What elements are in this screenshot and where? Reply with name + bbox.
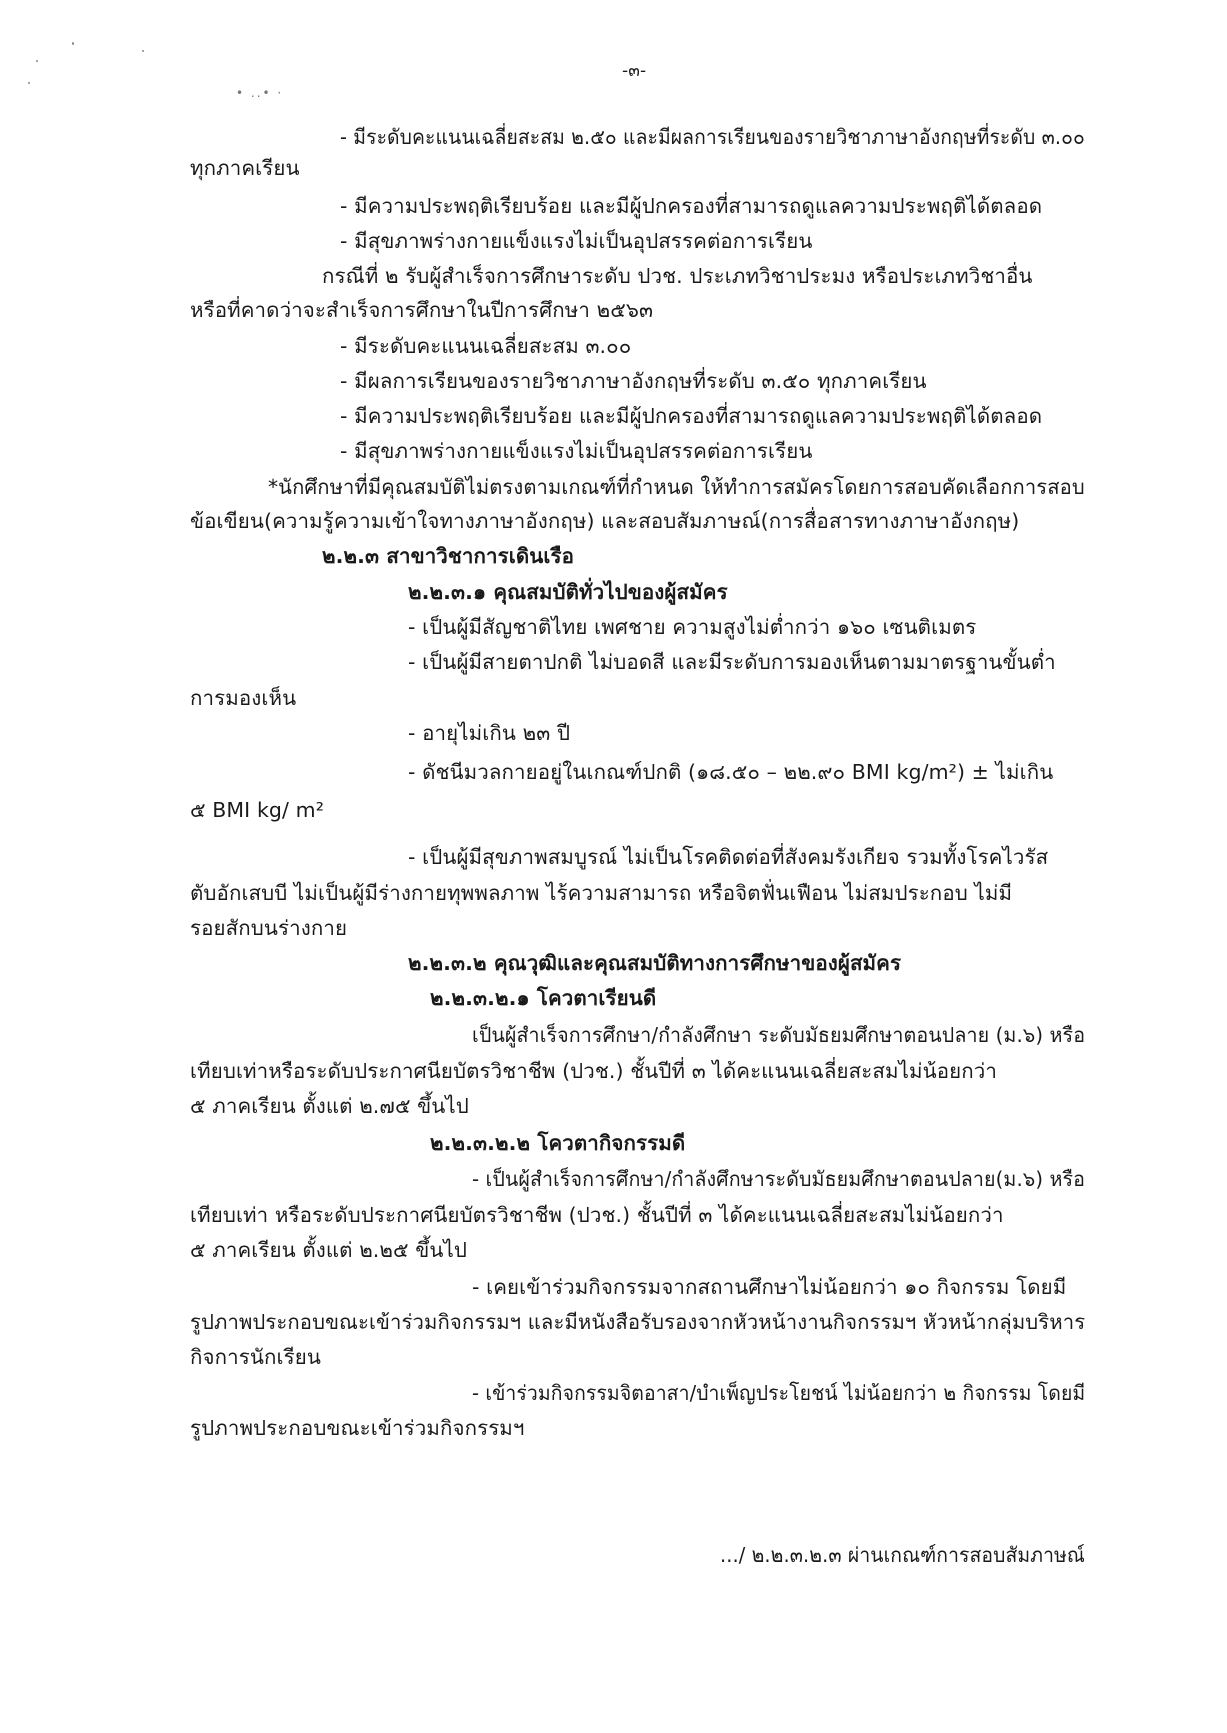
body-line: - ดัชนีมวลกายอยู่ในเกณฑ์ปกติ (๑๘.๕๐ – ๒๒.๙๐ BMI kg/m²) ± ไม่เกิน <box>408 760 1054 784</box>
scan-artifact-dots: • ..• · <box>236 86 284 100</box>
footer-continuation: .../ ๒.๒.๓.๒.๓ ผ่านเกณฑ์การสอบสัมภาษณ์ <box>720 1543 1085 1567</box>
body-line: - มีความประพฤติเรียบร้อย และมีผู้ปกครองที่สามารถดูแลความประพฤติได้ตลอด <box>340 194 1043 218</box>
quota-heading: ๒.๒.๓.๒.๒ โควตากิจกรรมดี <box>430 1131 686 1155</box>
body-line: ๕ BMI kg/ m² <box>190 798 325 822</box>
body-line: - เคยเข้าร่วมกิจกรรมจากสถานศึกษาไม่น้อยกว่า ๑๐ กิจกรรม โดยมี <box>472 1275 1067 1299</box>
body-line: เทียบเท่าหรือระดับประกาศนียบัตรวิชาชีพ (ปวช.) ชั้นปีที่ ๓ ได้คะแนนเฉลี่ยสะสมไม่น้อยกว่า <box>190 1059 998 1083</box>
body-line: เทียบเท่า หรือระดับประกาศนียบัตรวิชาชีพ (ปวช.) ชั้นปีที่ ๓ ได้คะแนนเฉลี่ยสะสมไม่น้อยกว่า <box>190 1203 1004 1227</box>
body-line: - มีระดับคะแนนเฉลี่ยสะสม ๒.๕๐ และมีผลการเรียนของรายวิชาภาษาอังกฤษที่ระดับ ๓.๐๐ <box>340 125 1085 149</box>
body-line: การมองเห็น <box>190 686 297 710</box>
body-line: - มีสุขภาพร่างกายแข็งแรงไม่เป็นอุปสรรคต่อการเรียน <box>340 229 813 253</box>
body-line: กิจการนักเรียน <box>190 1345 321 1369</box>
body-line: เป็นผู้สำเร็จการศึกษา/กำลังศึกษา ระดับมัธยมศึกษาตอนปลาย (ม.๖) หรือ <box>472 1023 1086 1047</box>
body-line: - เป็นผู้มีสุขภาพสมบูรณ์ ไม่เป็นโรคติดต่อที่สังคมรังเกียจ รวมทั้งโรคไวรัส <box>408 845 1049 869</box>
section-heading: ๒.๒.๓ สาขาวิชาการเดินเรือ <box>322 544 575 568</box>
body-line: - เป็นผู้มีสายตาปกติ ไม่บอดสี และมีระดับการมองเห็นตามมาตรฐานขั้นต่ำ <box>408 650 1056 674</box>
body-line: - มีผลการเรียนของรายวิชาภาษาอังกฤษที่ระดับ ๓.๕๐ ทุกภาคเรียน <box>340 369 927 393</box>
body-line: ๕ ภาคเรียน ตั้งแต่ ๒.๗๕ ขึ้นไป <box>190 1094 469 1118</box>
page-number: -๓- <box>622 61 647 81</box>
note-line: *นักศึกษาที่มีคุณสมบัติไม่ตรงตามเกณฑ์ที่กำหนด ให้ทำการสมัครโดยการสอบคัดเลือกการสอบ <box>268 475 1085 499</box>
body-line: กรณีที่ ๒ รับผู้สำเร็จการศึกษาระดับ ปวช. ประเภทวิชาประมง หรือประเภทวิชาอื่น <box>322 264 1033 288</box>
body-line: - อายุไม่เกิน ๒๓ ปี <box>408 721 571 745</box>
body-line: ตับอักเสบบี ไม่เป็นผู้มีร่างกายทุพพลภาพ ไร้ความสามารถ หรือจิตฟั่นเฟือน ไม่สมประกอบ ไม่มี <box>190 881 1013 905</box>
body-line: - มีสุขภาพร่างกายแข็งแรงไม่เป็นอุปสรรคต่อการเรียน <box>340 439 813 463</box>
body-line: - เข้าร่วมกิจกรรมจิตอาสา/บำเพ็ญประโยชน์ ไม่น้อยกว่า ๒ กิจกรรม โดยมี <box>472 1381 1086 1405</box>
scan-speck <box>142 50 144 52</box>
note-line: ข้อเขียน(ความรู้ความเข้าใจทางภาษาอังกฤษ) และสอบสัมภาษณ์(การสื่อสารทางภาษาอังกฤษ) <box>190 509 1020 533</box>
subsection-heading: ๒.๒.๓.๑ คุณสมบัติทั่วไปของผู้สมัคร <box>408 580 728 604</box>
body-line: - เป็นผู้สำเร็จการศึกษา/กำลังศึกษาระดับมัธยมศึกษาตอนปลาย(ม.๖) หรือ <box>472 1167 1086 1191</box>
body-line: หรือที่คาดว่าจะสำเร็จการศึกษาในปีการศึกษา ๒๕๖๓ <box>190 298 654 322</box>
body-line: ทุกภาคเรียน <box>190 156 300 180</box>
subsection-heading: ๒.๒.๓.๒ คุณวุฒิและคุณสมบัติทางการศึกษาของผู้สมัคร <box>408 951 902 975</box>
quota-heading: ๒.๒.๓.๒.๑ โควตาเรียนดี <box>430 986 657 1010</box>
body-line: - มีระดับคะแนนเฉลี่ยสะสม ๓.๐๐ <box>340 334 632 358</box>
body-line: ๕ ภาคเรียน ตั้งแต่ ๒.๒๕ ขึ้นไป <box>190 1238 468 1262</box>
scan-speck <box>72 42 74 45</box>
body-line: - เป็นผู้มีสัญชาติไทย เพศชาย ความสูงไม่ต่ำกว่า ๑๖๐ เซนติเมตร <box>408 615 977 639</box>
body-line: รอยสักบนร่างกาย <box>190 916 348 940</box>
scan-speck <box>28 82 30 84</box>
body-line: รูปภาพประกอบขณะเข้าร่วมกิจกรรมฯ และมีหนังสือรับรองจากหัวหน้างานกิจกรรมฯ หัวหน้ากลุ่มบริหาร <box>190 1310 1086 1334</box>
scan-speck <box>36 60 38 62</box>
body-line: รูปภาพประกอบขณะเข้าร่วมกิจกรรมฯ <box>190 1416 525 1440</box>
body-line: - มีความประพฤติเรียบร้อย และมีผู้ปกครองที่สามารถดูแลความประพฤติได้ตลอด <box>340 404 1043 428</box>
